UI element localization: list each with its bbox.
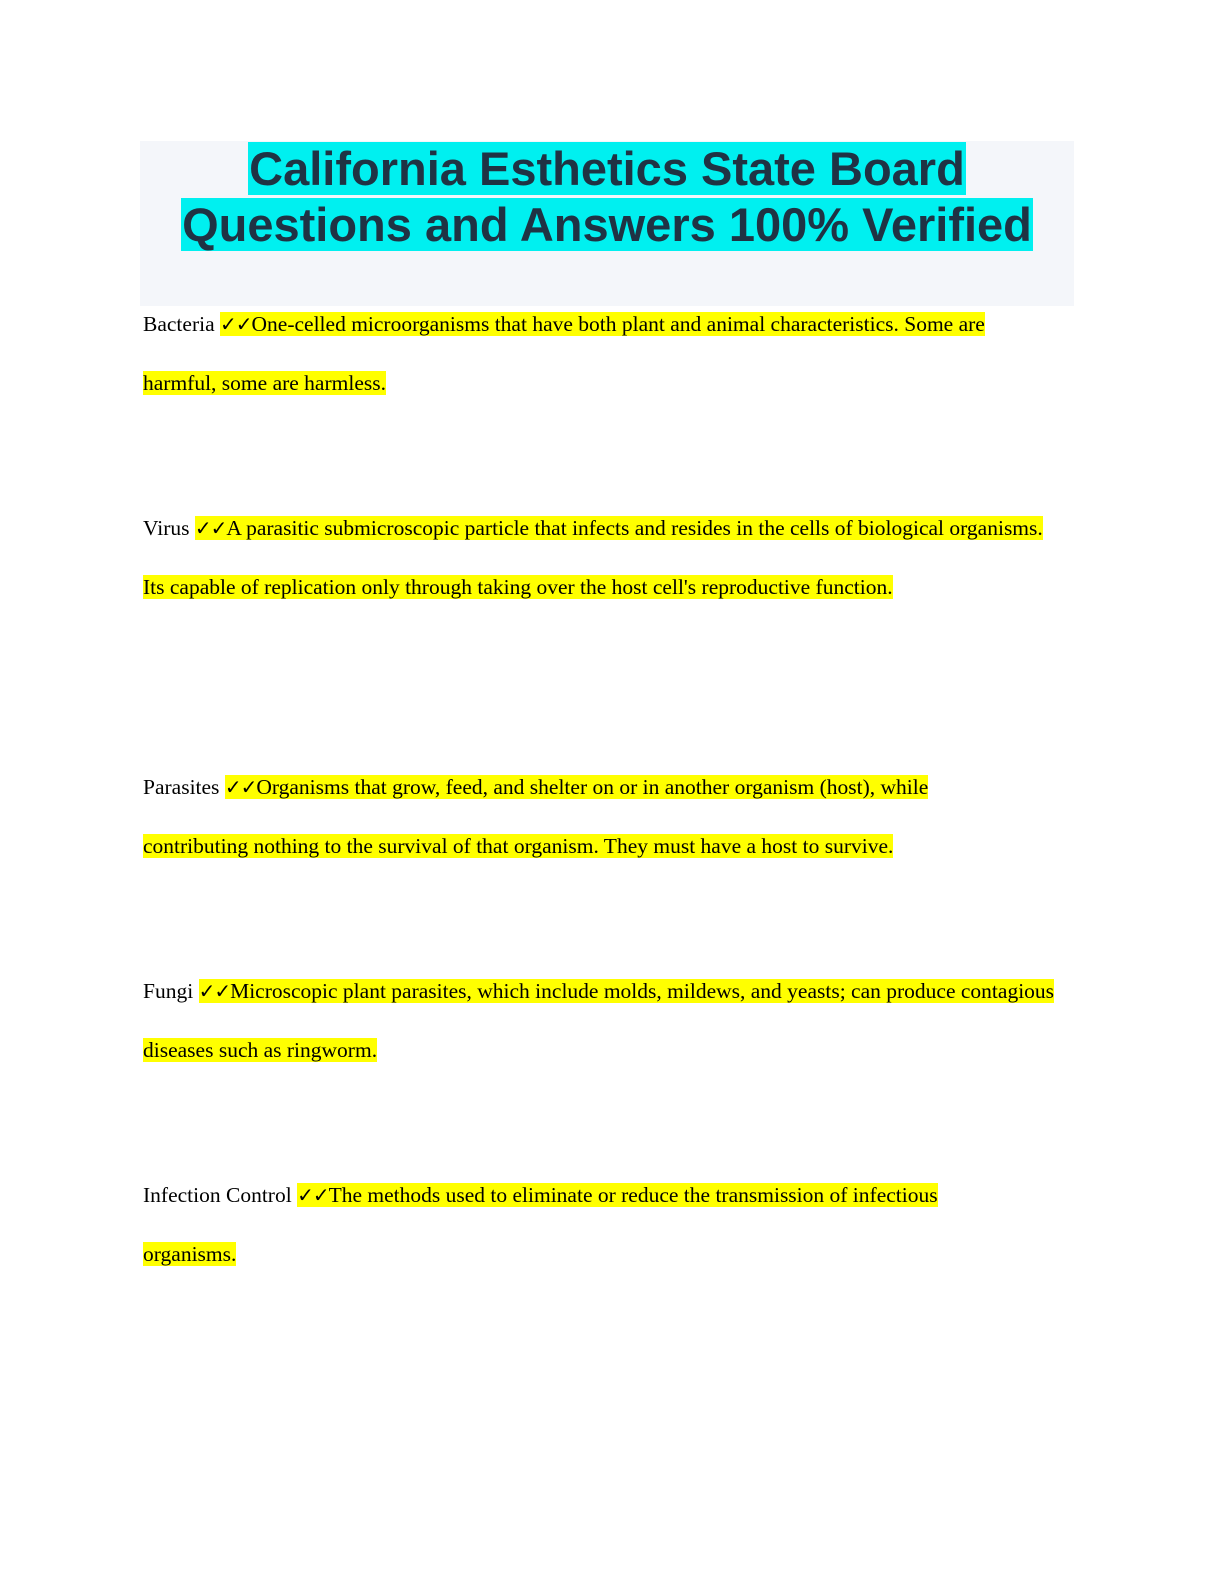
double-check-icon: ✓✓: [220, 312, 252, 336]
qa-entry-fungi: [143, 962, 1058, 1079]
qa-entry-virus: [143, 499, 1048, 616]
qa-entry-infection-control: [143, 1166, 1033, 1283]
title-line-1: California Esthetics State Board: [249, 142, 965, 195]
entry-definition-text: One-celled microorganisms that have both plant and animal characteristics. Some are harmful, some are harmless.: [143, 312, 985, 395]
entry-definition-text: The methods used to eliminate or reduce the transmission of infectious organisms.: [143, 1183, 938, 1266]
title-line-2: Questions and Answers 100% Verified: [182, 198, 1032, 251]
entry-term: Virus: [143, 516, 190, 540]
double-check-icon: ✓✓: [224, 775, 257, 799]
entry-term: Fungi: [143, 979, 194, 1003]
entry-definition-text: Microscopic plant parasites, which include molds, mildews, and yeasts; can produce contagious diseases such as ringworm.: [143, 979, 1055, 1062]
entry-definition-text: A parasitic submicroscopic particle that infects and resides in the cells of biological organisms. Its capable of replication only through taking over the host cell's reproductive function.: [143, 516, 1043, 599]
double-check-icon: ✓✓: [198, 979, 231, 1003]
entry-definition: [143, 312, 985, 395]
double-check-icon: ✓✓: [194, 516, 227, 540]
double-check-icon: ✓✓: [297, 1183, 329, 1207]
page-title: [140, 141, 1074, 253]
entry-term: Infection Control: [143, 1183, 292, 1207]
entry-term: Parasites: [143, 775, 220, 799]
qa-entry-bacteria: [143, 295, 1058, 412]
qa-entry-parasites: [143, 758, 1033, 875]
entry-definition: [143, 516, 1043, 599]
entry-definition: [143, 775, 928, 858]
entry-definition-text: Organisms that grow, feed, and shelter on or in another organism (host), while contributing nothing to the survival of that organism. They must have a host to survive.: [143, 775, 929, 858]
entry-term: Bacteria: [143, 312, 215, 336]
entry-definition: [143, 979, 1054, 1062]
